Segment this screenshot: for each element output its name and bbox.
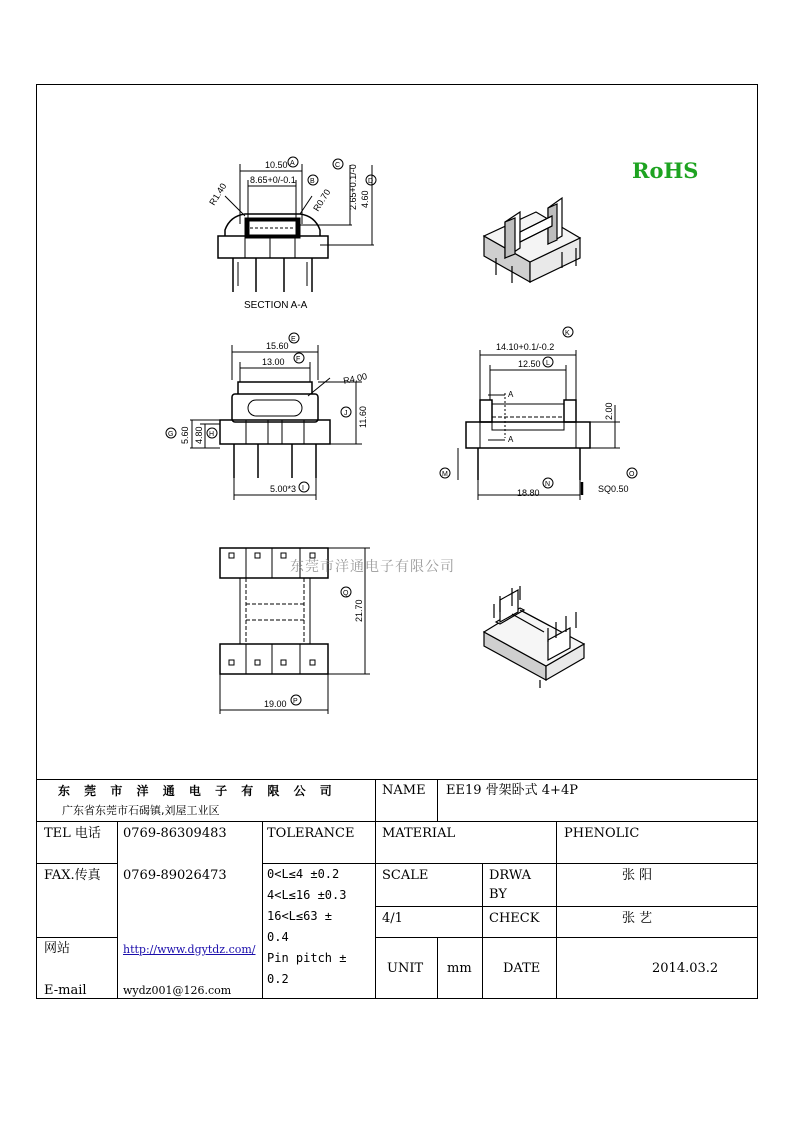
part-name: EE19 骨架卧式 4+4P — [446, 783, 578, 798]
drawn-by-label: DRWA — [489, 868, 532, 883]
dim-2-00: 2.00 — [604, 402, 614, 420]
unit-value: mm — [447, 961, 472, 976]
watermark-company: 东莞市洋通电子有限公司 — [290, 559, 455, 575]
marker-n: N — [545, 481, 551, 488]
tolerance-line: Pin pitch ± — [267, 951, 347, 965]
tolerance-line: 16<L≤63 ± — [267, 909, 333, 923]
dim-r1-40: R1.40 — [207, 181, 229, 208]
cut-mark-bottom: A — [508, 435, 514, 444]
marker-q: Q — [343, 590, 349, 597]
marker-a: A — [290, 160, 295, 167]
marker-b: B — [310, 178, 315, 185]
company-address: 广东省东莞市石碣镇,刘屋工业区 — [62, 804, 220, 817]
material-label: MATERIAL — [382, 826, 456, 841]
tolerance-line: 0.2 — [267, 972, 289, 986]
dim-2-65: 2.65+0.1/-0 — [348, 164, 358, 210]
scale-value: 4/1 — [382, 911, 403, 926]
marker-o: O — [629, 471, 635, 478]
marker-i: I — [302, 485, 304, 492]
marker-f: F — [296, 356, 301, 363]
dim-18-80: 18.80 — [517, 488, 540, 498]
tel-label: TEL 电话 — [44, 826, 101, 841]
dim-15-60: 15.60 — [266, 341, 289, 351]
dim-sq0-50: SQ0.50 — [598, 484, 629, 494]
marker-m: M — [442, 471, 448, 478]
website-label: 网站 — [44, 941, 71, 956]
tolerance-label: TOLERANCE — [267, 826, 355, 841]
scale-label: SCALE — [382, 868, 429, 883]
dim-19-00: 19.00 — [264, 699, 287, 709]
tolerance-line: 0<L≤4 ±0.2 — [267, 867, 340, 881]
dim-11-60: 11.60 — [358, 406, 368, 428]
rohs-badge: RoHS — [632, 158, 699, 183]
tel-value: 0769-86309483 — [123, 826, 227, 841]
fax-label: FAX.传真 — [44, 868, 101, 883]
dim-13-00: 13.00 — [262, 357, 285, 367]
dim-r4-00: R4.00 — [342, 371, 368, 386]
marker-h: H — [209, 431, 215, 438]
name-label: NAME — [382, 783, 426, 798]
fax-value: 0769-89026473 — [123, 868, 227, 883]
tolerance-line: 0.4 — [267, 930, 289, 944]
dim-8-65: 8.65+0/-0.1 — [250, 175, 296, 185]
dim-12-50: 12.50 — [518, 359, 541, 369]
drawn-by-value: 张 阳 — [622, 868, 653, 883]
dim-4-80: 4.80 — [194, 426, 204, 444]
marker-k: K — [565, 330, 570, 337]
marker-l: L — [546, 360, 550, 367]
check-label: CHECK — [489, 911, 540, 926]
dim-10-50: 10.50 — [265, 160, 288, 170]
dim-5-00x3: 5.00*3 — [270, 484, 297, 494]
drawn-by-label-cont: BY — [489, 887, 507, 902]
cut-mark-top: A — [508, 390, 514, 399]
isometric-view-bottom — [484, 586, 584, 688]
marker-g: G — [168, 431, 174, 438]
unit-label: UNIT — [387, 961, 424, 976]
marker-j: J — [344, 410, 348, 417]
company-name: 东 莞 市 洋 通 电 子 有 限 公 司 — [58, 784, 337, 798]
tolerance-line: 4<L≤16 ±0.3 — [267, 888, 347, 902]
date-value: 2014.03.2 — [652, 961, 719, 976]
dim-5-60: 5.60 — [180, 426, 190, 444]
email-value: wydz001@126.com — [123, 984, 232, 997]
check-value: 张 艺 — [622, 911, 653, 926]
material-value: PHENOLIC — [564, 826, 640, 841]
marker-p: P — [293, 698, 298, 705]
date-label: DATE — [503, 961, 541, 976]
dim-4-60: 4.60 — [360, 190, 370, 208]
marker-c: C — [335, 162, 341, 169]
isometric-view-top — [484, 198, 580, 283]
dim-14-10: 14.10+0.1/-0.2 — [496, 342, 555, 352]
tolerance-list — [267, 864, 346, 990]
website-link[interactable]: http://www.dgytdz.com/ — [123, 943, 256, 956]
section-title: SECTION A-A — [244, 300, 308, 311]
technical-drawing — [36, 84, 758, 780]
email-label: E-mail — [44, 983, 87, 998]
dim-r0-70: R0.70 — [311, 187, 333, 214]
marker-d: D — [368, 178, 374, 185]
marker-e: E — [291, 336, 296, 343]
dim-21-70: 21.70 — [354, 599, 364, 622]
